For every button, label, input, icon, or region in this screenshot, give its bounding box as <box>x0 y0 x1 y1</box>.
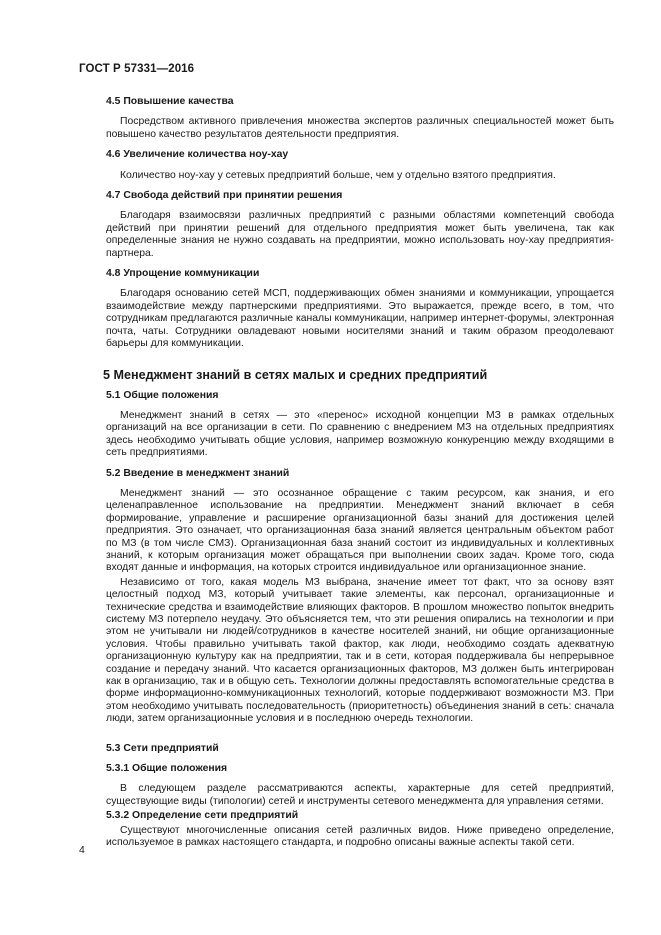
page-number: 4 <box>79 845 85 856</box>
section-5-2-paragraph-1: Менеджмент знаний — это осознанное обращение с таким ресурсом, как знания, и его целенаправленное использование на предприятии. Менеджмент знаний включает в себя формирование, управление и расширение организационной базы знаний для достижения целей предприятия. Это означает, что организационная база знаний является центральным объектом работ по МЗ (в том числе СМЗ). Организационная база знаний состоит из индивидуальных и коллективных знаний, к которым организация может обращаться при выполнении своих задач. Кроме того, сюда входят данные и информация, на которых строится индивидуальное или организационное знание. <box>106 487 614 574</box>
section-4-8-title: 4.8 Упрощение коммуникации <box>106 268 260 280</box>
section-5-2-title: 5.2 Введение в менеджмент знаний <box>106 467 290 479</box>
section-4-6-paragraph: Количество ноу-хау у сетевых предприятий больше, чем у отдельно взятого предприятия. <box>120 169 556 181</box>
section-5-2-paragraph-2: Независимо от того, какая модель МЗ выбрана, значение имеет тот факт, что за основу взят целостный подход МЗ, который учитывает такие элементы, как персонал, организационные и технические средства и взаимодействие влияющих факторов. В прошлом множество попыток внедрить систему МЗ потерпело неудачу. Это объясняется тем, что эти решения опирались на технологии и при этом не учитывали ни людей/сотрудников в качестве носителей знаний, ни общие организационные условия. Чтобы правильно учитывать такой фактор, как люди, необходимо создать адекватную организационную культуру как на предприятии, так и в сети, которая поддерживала бы непрерывное создание и передачу знаний. Что касается организационных факторов, МЗ должен быть интегрирован как в организацию, так и в общую сеть. Технологии должны предоставлять вспомогательные средства в форме информационно-коммуникационных технологий, которые поддерживают возможности МЗ. При этом необходимо учитывать последовательность (приоритетность) объединения знаний в сеть: сначала люди, затем организационные условия и в последнюю очередь технологии. <box>106 576 614 725</box>
section-5-3-title: 5.3 Сети предприятий <box>106 742 219 754</box>
section-5-1-title: 5.1 Общие положения <box>106 389 219 401</box>
standard-code-header: ГОСТ Р 57331—2016 <box>79 63 195 75</box>
section-4-5-paragraph: Посредством активного привлечения множества экспертов различных специальностей может быть повышено качество результатов деятельности предприятия. <box>106 116 614 140</box>
section-4-6-title: 4.6 Увеличение количества ноу-хау <box>106 149 289 161</box>
section-5-3-1-paragraph: В следующем разделе рассматриваются аспекты, характерные для сетей предприятий, существующие виды (типологии) сетей и инструменты сетевого менеджмента для управления сетями. <box>106 783 614 807</box>
section-4-5-title: 4.5 Повышение качества <box>106 96 234 107</box>
section-4-7-paragraph: Благодаря взаимосвязи различных предприятий с разными областями компетенций свобода действий при принятии решений для отдельного предприятия может быть увеличена, так как определенные знания не нужно создавать на предприятии, можно использовать ноу-хау предприятия-партнера. <box>106 210 614 259</box>
section-4-8-paragraph: Благодаря основанию сетей МСП, поддерживающих обмен знаниями и коммуникации, упрощается взаимодействие между партнерскими предприятиями. Это выражается, прежде всего, в том, что сотрудникам предлагаются различные каналы коммуникации, например интернет-форумы, электронная почта, чаты. Сотрудники овладевают новыми носителями знаний и таким образом преодолевают барьеры для коммуникации. <box>106 288 614 350</box>
section-5-1-paragraph: Менеджмент знаний в сетях — это «перенос» исходной концепции МЗ в рамках отдельных организаций на все организации в сети. По сравнению с внедрением МЗ на отдельных предприятиях здесь необходимо учитывать общие условия, например возможную конкуренцию между входящими в сеть предприятиями. <box>106 409 614 459</box>
section-4-7-title: 4.7 Свобода действий при принятии решения <box>106 190 343 202</box>
section-5-3-2-paragraph: Существуют многочисленные описания сетей различных видов. Ниже приведено определение, используемое в рамках настоящего стандарта, и подробно описаны важные аспекты такой сети. <box>106 824 614 849</box>
document-body <box>103 96 614 858</box>
section-5-title: 5 Менеджмент знаний в сетях малых и средних предприятий <box>103 367 488 382</box>
section-5-3-2-title: 5.3.2 Определение сети предприятий <box>106 810 299 822</box>
section-5-3-1-title: 5.3.1 Общие положения <box>106 763 228 775</box>
